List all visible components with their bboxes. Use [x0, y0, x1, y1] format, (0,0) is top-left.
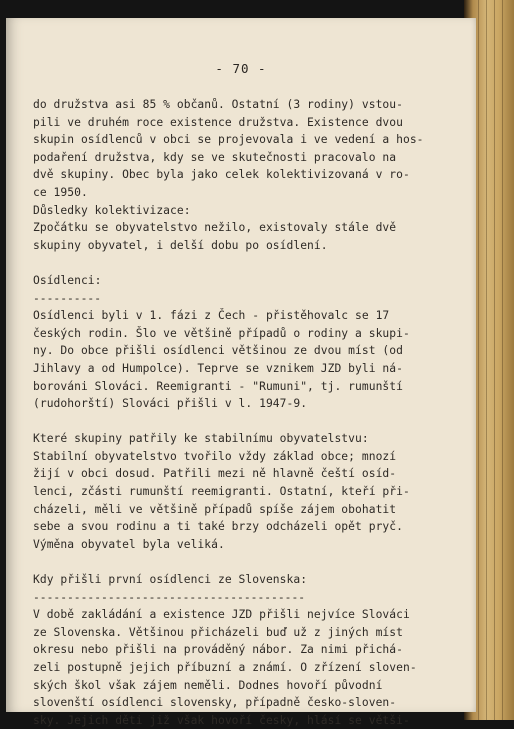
paragraph-gap [33, 254, 473, 272]
heading-underline: ---------- [33, 291, 102, 305]
text-line: (rudohorští) Slováci přišli v l. 1947-9. [33, 397, 308, 411]
text-line: Osídlenci byli v 1. fázi z Čech - přistěhovalc se 17 [33, 309, 390, 323]
text-line: lenci, zčásti rumunští reemigranti. Ostatní, kteří při- [33, 485, 410, 499]
text-line: dvě skupiny. Obec byla jako celek kolektivizovaná v ro- [33, 168, 410, 182]
text-line: Zpočátku se obyvatelstvo nežilo, existovaly stále dvě [33, 221, 397, 235]
text-line: pili ve druhém roce existence družstva. Existence dvou [33, 115, 403, 129]
body-text [33, 96, 473, 729]
text-line: do družstva asi 85 % občanů. Ostatní (3 rodiny) vstou- [33, 98, 403, 111]
text-line: Jihlavy a od Humpolce). Teprve se vznikem JZD byli ná- [33, 361, 403, 375]
text-line: okresu nebo přišli na prováděný nábor. Za nimi přichá- [33, 643, 403, 657]
text-line: skupiny obyvatel, i delší dobu po osídlení. [33, 238, 328, 252]
text-line: V době zakládání a existence JZD přišli nejvíce Slováci [33, 608, 410, 622]
text-line: Výměna obyvatel byla veliká. [33, 537, 225, 551]
page-number: - 70 - [215, 61, 267, 76]
text-line: ze Slovenska. Většinou přicházeli buď už z jiných míst [33, 625, 403, 639]
text-line: ce 1950. [33, 185, 88, 199]
section-heading: Osídlenci: [33, 273, 102, 287]
document-page [6, 18, 476, 727]
text-line: žijí v obci dosud. Patřili mezi ně hlavně čeští osíd- [33, 467, 397, 481]
text-line: borováni Slováci. Reemigranti - "Rumuni", tj. rumunští [33, 379, 403, 393]
text-line: sebe a svou rodinu a ti také brzy odcházeli opět pryč. [33, 520, 403, 534]
text-line: českých rodin. Šlo ve většině případů o rodiny a skupi- [33, 326, 410, 340]
text-line: zeli postupně jejich příbuzní a známí. O zřízení sloven- [33, 661, 417, 674]
section-heading: Kdy přišli první osídlenci ze Slovenska: [33, 573, 308, 587]
text-line: Stabilní obyvatelstvo tvořilo vždy základ obce; mnozí [33, 449, 397, 463]
text-line: Které skupiny patřily ke stabilnímu obyvatelstvu: [33, 432, 369, 446]
text-line: podaření družstva, kdy se ve skutečnosti pracovalo na [33, 150, 397, 164]
text-line: ských škol však zájem neměli. Dodnes hovoří původní [33, 678, 383, 692]
heading-underline: ---------------------------------------- [33, 590, 306, 604]
paragraph-gap [33, 553, 473, 571]
text-line: ny. Do obce přišli osídlenci většinou ze dvou míst (od [33, 344, 403, 358]
text-line: slovenští osídlenci slovensky, případně česko-sloven- [33, 696, 397, 710]
text-line: cházeli, měli ve většině případů spíše zájem obohatit [33, 502, 397, 516]
paragraph-gap [33, 413, 473, 431]
text-line: sky. Jejich děti již však hovoří česky, hlásí se větši- [33, 713, 410, 727]
text-line: Důsledky kolektivizace: [33, 203, 191, 217]
text-line: skupin osídlenců v obci se projevovala i ve vedení a hos- [33, 133, 424, 147]
